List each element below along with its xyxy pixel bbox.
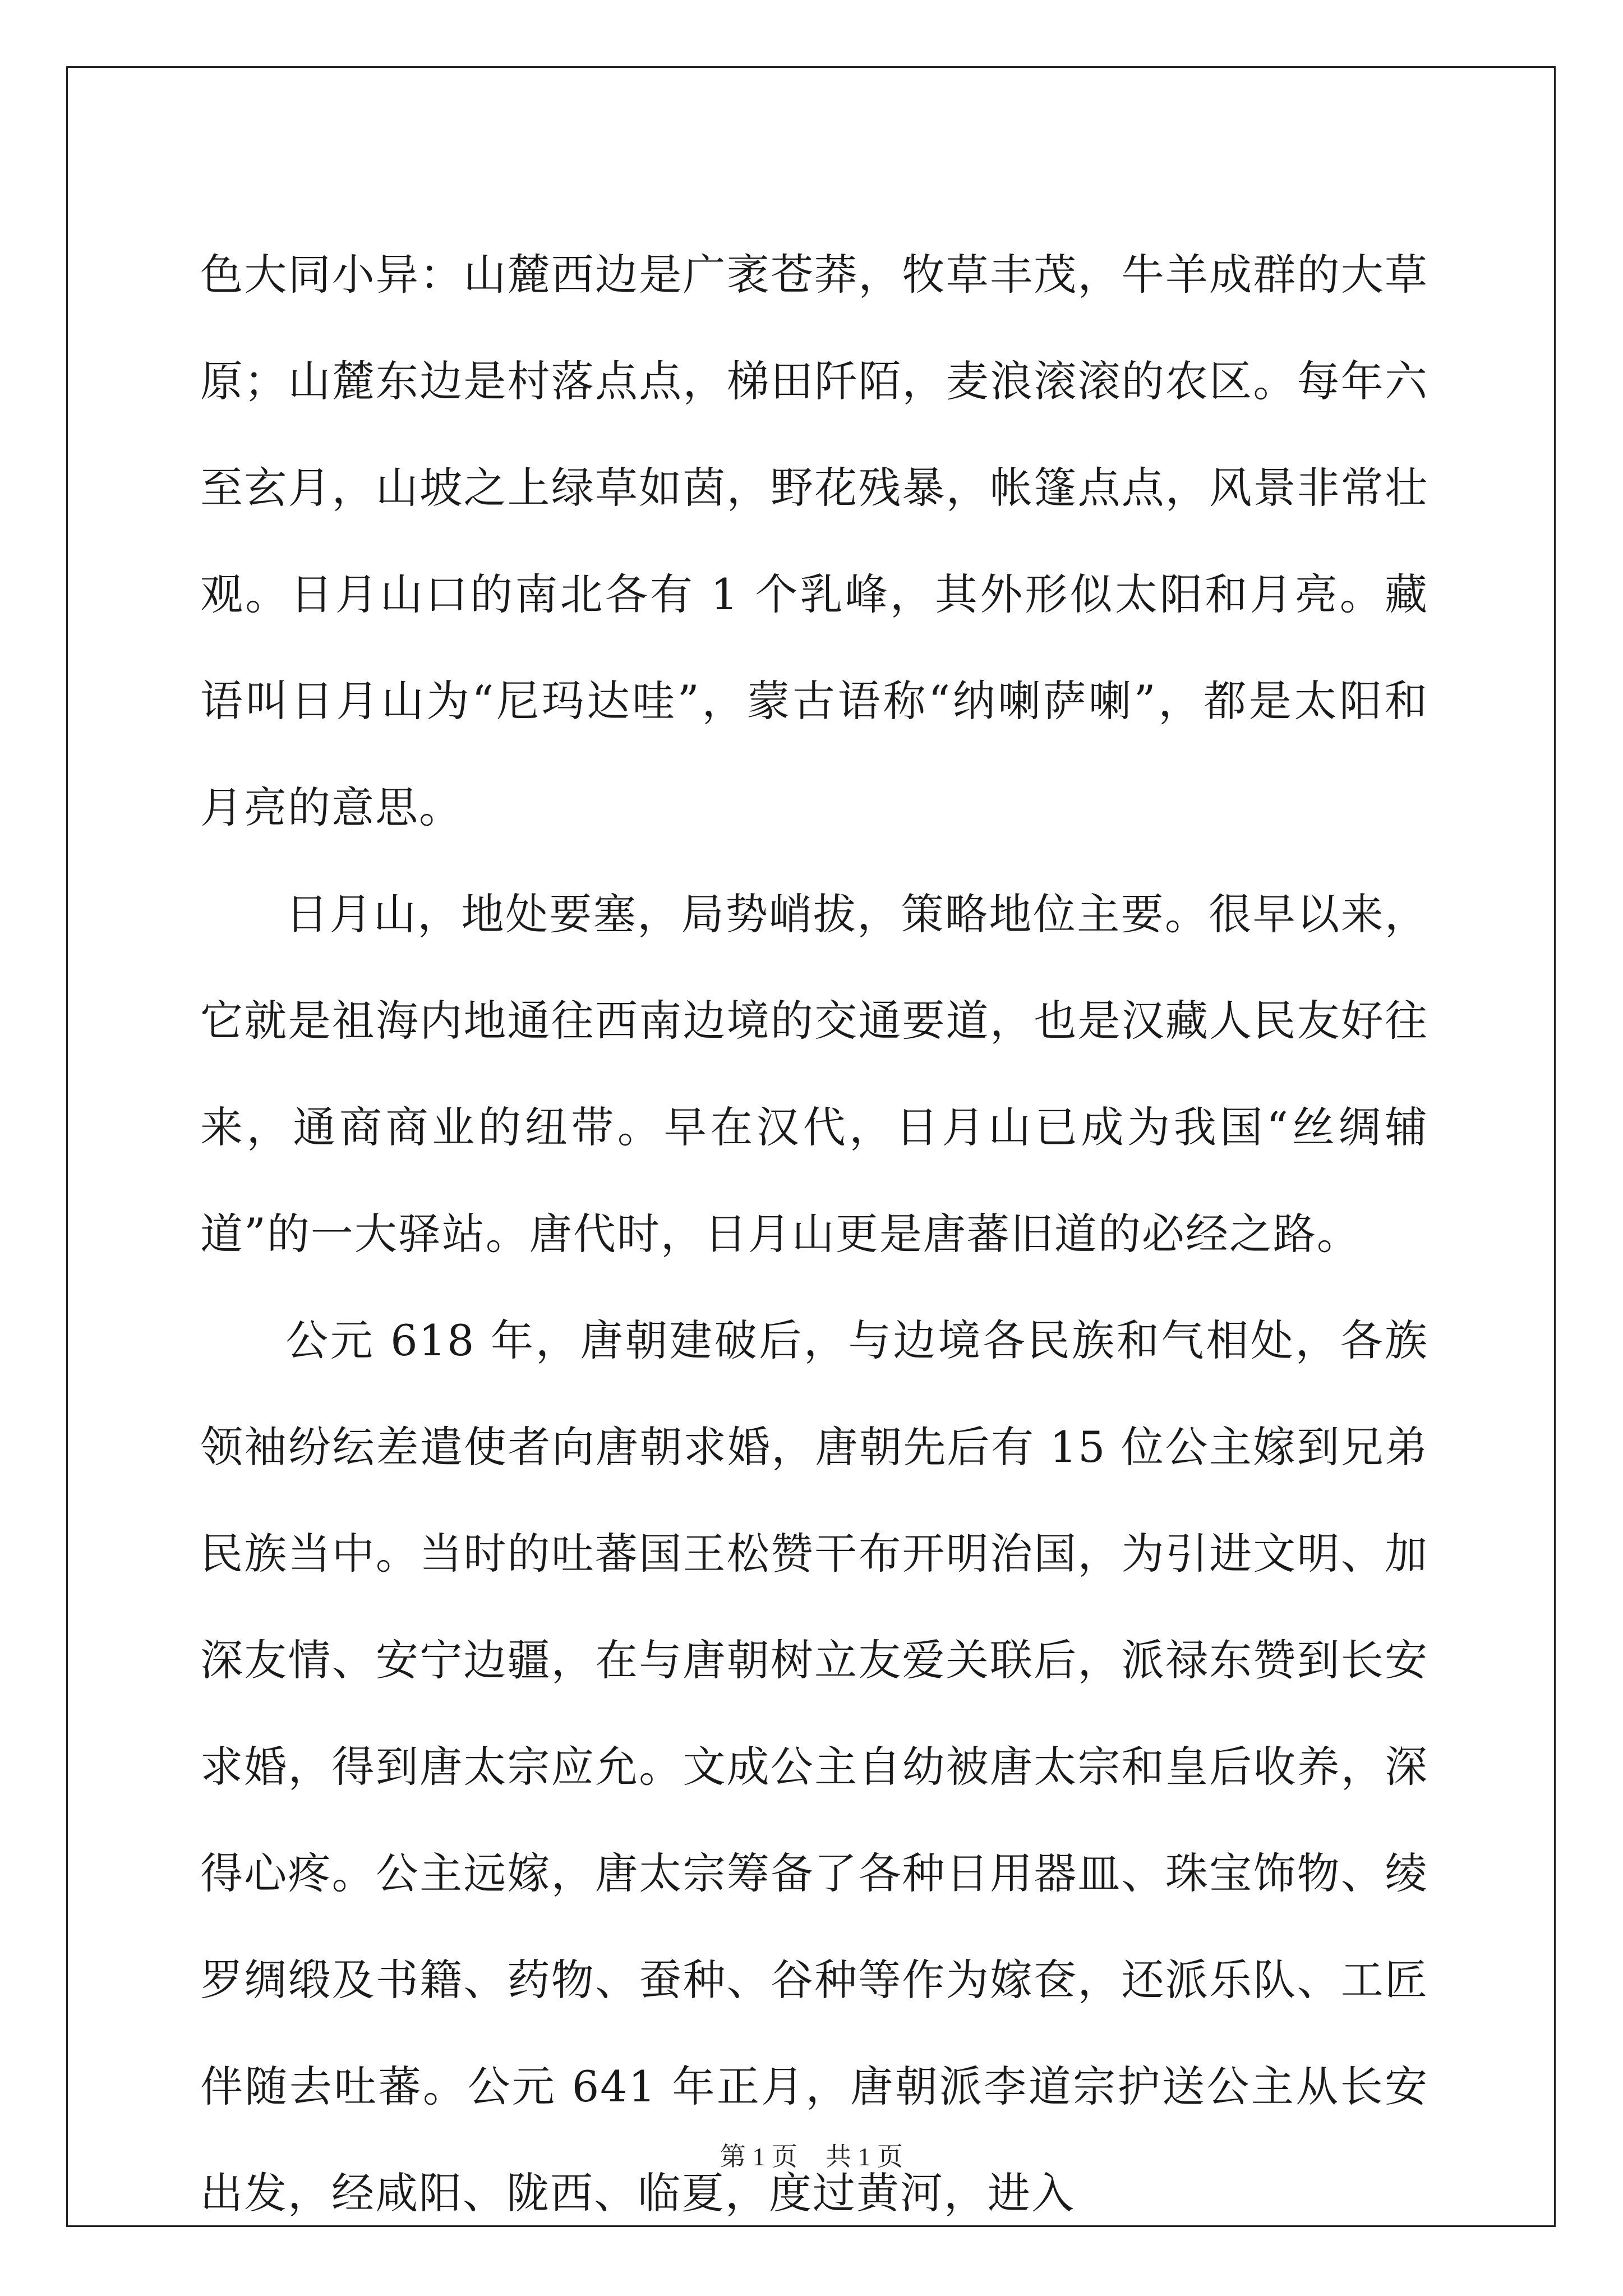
document-body (200, 222, 1428, 2247)
page-footer (0, 2136, 1623, 2173)
page-number: 第 1 页 (720, 2142, 797, 2171)
paragraph-2: 日月山，地处要塞，局势峭拔，策略地位主要。很早以来，它就是祖海内地通往西南边境的交通要道，也是汉藏人民友好往来，通商商业的纽带。早在汉代，日月山已成为我国“丝绸辅道”的一大驿站。唐代时，日月山更是唐蕃旧道的必经之路。 (200, 889, 1428, 1259)
paragraph-3: 公元 618 年，唐朝建破后，与边境各民族和气相处，各族领袖纷纭差遣使者向唐朝求婚，唐朝先后有 15 位公主嫁到兄弟民族当中。当时的吐蕃国王松赞干布开明治国，为引进文明、加深友情、安宁边疆，在与唐朝树立友爱关联后，派禄东赞到长安求婚，得到唐太宗应允。文成公主自幼被唐太宗和皇后收养，深得心疼。公主远嫁，唐太宗筹备了各种日用器皿、珠宝饰物、绫罗绸缎及书籍、药物、蚕种、谷种等作为嫁奁，还派乐队、工匠伴随去吐蕃。公元 641 年正月，唐朝派李道宗护送公主从长安出发，经咸阳、陇西、临夏，度过黄河，进入 (200, 1315, 1428, 2218)
paragraph-1: 色大同小异：山麓西边是广袤苍莽，牧草丰茂，牛羊成群的大草原；山麓东边是村落点点，梯田阡陌，麦浪滚滚的农区。每年六至玄月，山坡之上绿草如茵，野花残暴，帐篷点点，风景非常壮观。日月山口的南北各有 1 个乳峰，其外形似太阳和月亮。藏语叫日月山为“尼玛达哇”，蒙古语称“纳喇萨喇”，都是太阳和月亮的意思。 (200, 250, 1428, 832)
page-total: 共 1 页 (826, 2142, 903, 2171)
